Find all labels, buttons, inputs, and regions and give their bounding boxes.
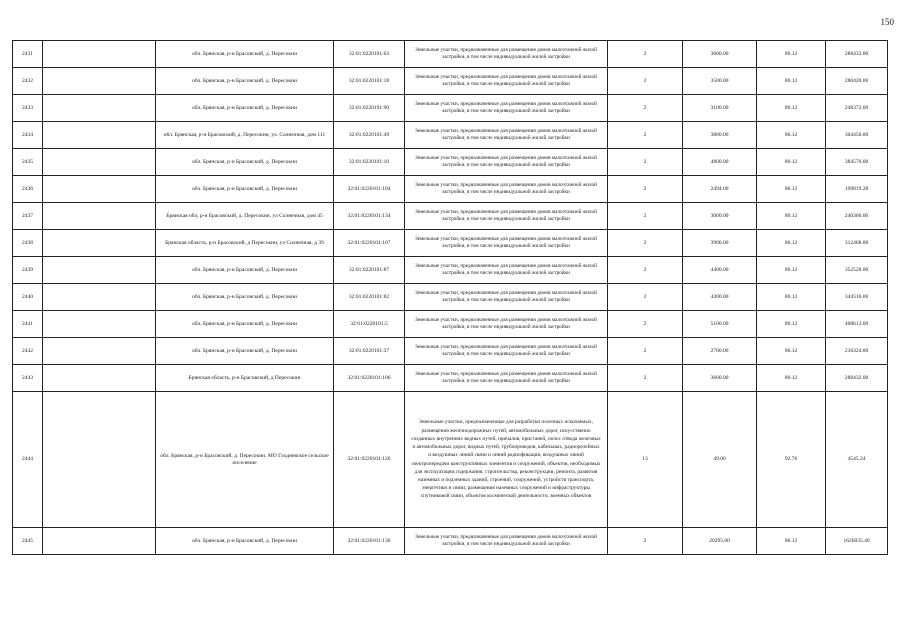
rate-cell: 92.76 [757,392,826,528]
value-cell: 408612.00 [826,311,888,338]
address-cell: Брянская область, р-н Брасовский, д Пересокни [156,365,334,392]
address-cell: обл. Брянская, р-н Брасовский, д. Пересокни [156,528,334,555]
page-number: 150 [880,17,894,27]
rate-cell: 80.12 [757,149,826,176]
category-cell: 2 [608,257,683,284]
category-cell: 2 [608,95,683,122]
land-use-description-cell: Земельные участки, предназначенные для размещения домов малоэтажной жилой застройки, в том числе индивидуальной жилой застройки [405,149,608,176]
row-number-cell: 2432 [13,68,43,95]
blank-cell [43,338,156,365]
land-use-description-cell: Земельные участки, предназначенные для размещения домов малоэтажной жилой застройки, в том числе индивидуальной жилой застройки [405,365,608,392]
value-cell: 304456.00 [826,122,888,149]
row-number-cell: 2445 [13,528,43,555]
category-cell: 2 [608,68,683,95]
category-cell: 2 [608,284,683,311]
blank-cell [43,41,156,68]
table-row [13,95,888,122]
area-cell: 49.00 [683,392,757,528]
category-cell: 2 [608,338,683,365]
blank-cell [43,203,156,230]
value-cell: 1626035.40 [826,528,888,555]
rate-cell: 80.12 [757,257,826,284]
rate-cell: 80.12 [757,365,826,392]
value-cell: 288432.00 [826,365,888,392]
rate-cell: 80.12 [757,311,826,338]
row-number-cell: 2434 [13,122,43,149]
land-use-description-cell: Земельные участки, предназначенные для размещения домов малоэтажной жилой застройки, в том числе индивидуальной жилой застройки [405,284,608,311]
rate-cell: 80.12 [757,41,826,68]
cadastral-number-cell: 32:01:0220101:126 [334,392,405,528]
category-cell: 2 [608,230,683,257]
land-use-description-cell: Земельные участки, предназначенные для размещения домов малоэтажной жилой застройки, в том числе индивидуальной жилой застройки [405,257,608,284]
area-cell: 3800.00 [683,122,757,149]
cadastral-number-cell: 32:01:0220101:106 [334,365,405,392]
area-cell: 3900.00 [683,230,757,257]
blank-cell [43,311,156,338]
table-row [13,528,888,555]
rate-cell: 80.12 [757,176,826,203]
row-number-cell: 2444 [13,392,43,528]
address-cell: обл. Брянская, р-н Брасовский, д. Пересокни [156,176,334,203]
rate-cell: 80.12 [757,203,826,230]
blank-cell [43,392,156,528]
cadastral-number-cell: 32:01:0220101:90 [334,95,405,122]
rate-cell: 80.12 [757,122,826,149]
rate-cell: 80.12 [757,528,826,555]
land-use-description-cell: Земельные участки, предназначенные для размещения домов малоэтажной жилой застройки, в том числе индивидуальной жилой застройки [405,528,608,555]
table-row [13,230,888,257]
row-number-cell: 2442 [13,338,43,365]
area-cell: 3600.00 [683,41,757,68]
table-row [13,68,888,95]
table-row [13,311,888,338]
cadastral-number-cell: 32:01:0220101:18 [334,68,405,95]
address-cell: обл. Брянская, р-н Брасовский, д. Пересокни, ул. Солнечная, дом 111 [156,122,334,149]
value-cell: 240360.00 [826,203,888,230]
category-cell: 2 [608,311,683,338]
category-cell: 2 [608,122,683,149]
land-use-description-cell: Земельные участки, предназначенные для разработки полезных ископаемых, размещения железнодорожных путей, автомобильных дорог, искусственно созданных внутренних водных путей, причалов, пристаней, полос отвода железных и автомобильных дорог, водных путей, трубопроводов, кабельных, радиорелейных и воздушных линий связи и линий радиофикации, воздушных линий электропередачи конструктивных элементов и сооружений, объектов, необходимых для эксплуатации,содержания, строительства, реконструкции, ремонта, развития наземных и подземных зданий, строений, сооружений, устройств транспорта, энергетики и связи; размещения наземных сооружений и инфраструктуры спутниковой связи, объектов космической деятельности, военных объектов [405,392,608,528]
table-row [13,338,888,365]
cadastral-number-cell: 32:01:0220101:5 [334,311,405,338]
category-cell: 13 [608,392,683,528]
row-number-cell: 2439 [13,257,43,284]
table-row [13,41,888,68]
land-use-description-cell: Земельные участки, предназначенные для размещения домов малоэтажной жилой застройки, в том числе индивидуальной жилой застройки [405,311,608,338]
table-row [13,392,888,528]
cadastral-number-cell: 32:01:0220101:104 [334,176,405,203]
area-cell: 3500.00 [683,68,757,95]
area-cell: 2494.00 [683,176,757,203]
area-cell: 3600.00 [683,365,757,392]
blank-cell [43,176,156,203]
rate-cell: 80.12 [757,95,826,122]
row-number-cell: 2443 [13,365,43,392]
row-number-cell: 2431 [13,41,43,68]
value-cell: 216324.00 [826,338,888,365]
rate-cell: 80.12 [757,68,826,95]
category-cell: 2 [608,203,683,230]
address-cell: Брянская область, р-н Брасовский, д Пересокни, ул Солнечная, д 39 [156,230,334,257]
blank-cell [43,365,156,392]
row-number-cell: 2436 [13,176,43,203]
blank-cell [43,230,156,257]
address-cell: обл. Брянская, р-н Брасовский, д. Пересокни [156,284,334,311]
land-use-description-cell: Земельные участки, предназначенные для размещения домов малоэтажной жилой застройки, в том числе индивидуальной жилой застройки [405,230,608,257]
value-cell: 4545.24 [826,392,888,528]
address-cell: обл. Брянская, р-н Брасовский, д. Пересокни, МО Глодневское сельское поселение [156,392,334,528]
cadastral-number-cell: 32:01:0220101:107 [334,230,405,257]
table-row [13,203,888,230]
row-number-cell: 2438 [13,230,43,257]
cadastral-number-cell: 32:01:0220101:10 [334,149,405,176]
address-cell: Брянская обл, р-н Брасовский, д. Пересокни, ул Солнечная, дом 45 [156,203,334,230]
row-number-cell: 2435 [13,149,43,176]
address-cell: обл. Брянская, р-н Брасовский, д. Пересокни [156,311,334,338]
address-cell: обл. Брянская, р-н Брасовский, д. Пересокни [156,338,334,365]
category-cell: 2 [608,176,683,203]
cadastral-number-cell: 32:01:0220101:87 [334,257,405,284]
address-cell: обл. Брянская, р-н Брасовский, д. Пересокни [156,257,334,284]
blank-cell [43,528,156,555]
table-row [13,257,888,284]
cadastral-number-cell: 32:01:0220101:82 [334,284,405,311]
cadastral-number-cell: 32:01:0220101:63 [334,41,405,68]
blank-cell [43,257,156,284]
cadastral-number-cell: 32:01:0220101:130 [334,528,405,555]
value-cell: 199819.28 [826,176,888,203]
rate-cell: 80.12 [757,338,826,365]
area-cell: 3000.00 [683,203,757,230]
value-cell: 352528.00 [826,257,888,284]
area-cell: 2700.00 [683,338,757,365]
row-number-cell: 2433 [13,95,43,122]
rate-cell: 80.12 [757,284,826,311]
land-use-description-cell: Земельные участки, предназначенные для размещения домов малоэтажной жилой застройки, в том числе индивидуальной жилой застройки [405,203,608,230]
cadastral-number-cell: 32:01:0220101:37 [334,338,405,365]
category-cell: 2 [608,528,683,555]
blank-cell [43,122,156,149]
row-number-cell: 2441 [13,311,43,338]
table-row [13,284,888,311]
cadastral-number-cell: 32:01:0220101:49 [334,122,405,149]
table-row [13,365,888,392]
blank-cell [43,68,156,95]
rate-cell: 80.12 [757,230,826,257]
table-body [13,41,888,555]
category-cell: 2 [608,365,683,392]
blank-cell [43,95,156,122]
value-cell: 248372.00 [826,95,888,122]
land-use-description-cell: Земельные участки, предназначенные для размещения домов малоэтажной жилой застройки, в том числе индивидуальной жилой застройки [405,338,608,365]
area-cell: 3100.00 [683,95,757,122]
land-use-description-cell: Земельные участки, предназначенные для размещения домов малоэтажной жилой застройки, в том числе индивидуальной жилой застройки [405,176,608,203]
value-cell: 288432.00 [826,41,888,68]
blank-cell [43,149,156,176]
land-registry-table [12,40,888,555]
address-cell: обл. Брянская, р-н Брасовский, д. Пересокни [156,95,334,122]
value-cell: 312468.00 [826,230,888,257]
area-cell: 5100.00 [683,311,757,338]
area-cell: 20295.00 [683,528,757,555]
area-cell: 4300.00 [683,284,757,311]
row-number-cell: 2437 [13,203,43,230]
table-row [13,176,888,203]
row-number-cell: 2440 [13,284,43,311]
area-cell: 4400.00 [683,257,757,284]
cadastral-number-cell: 32:01:0220101:134 [334,203,405,230]
value-cell: 280420.00 [826,68,888,95]
address-cell: обл. Брянская, р-н Брасовский, д. Пересокни [156,41,334,68]
value-cell: 344516.00 [826,284,888,311]
land-use-description-cell: Земельные участки, предназначенные для размещения домов малоэтажной жилой застройки, в том числе индивидуальной жилой застройки [405,95,608,122]
category-cell: 2 [608,149,683,176]
land-use-description-cell: Земельные участки, предназначенные для размещения домов малоэтажной жилой застройки, в том числе индивидуальной жилой застройки [405,68,608,95]
land-use-description-cell: Земельные участки, предназначенные для размещения домов малоэтажной жилой застройки, в том числе индивидуальной жилой застройки [405,122,608,149]
address-cell: обл. Брянская, р-н Брасовский, д. Пересокни [156,68,334,95]
table-row [13,122,888,149]
category-cell: 2 [608,41,683,68]
land-use-description-cell: Земельные участки, предназначенные для размещения домов малоэтажной жилой застройки, в том числе индивидуальной жилой застройки [405,41,608,68]
blank-cell [43,284,156,311]
value-cell: 384576.00 [826,149,888,176]
area-cell: 4800.00 [683,149,757,176]
table-row [13,149,888,176]
address-cell: обл. Брянская, р-н Брасовский, д. Пересокни [156,149,334,176]
